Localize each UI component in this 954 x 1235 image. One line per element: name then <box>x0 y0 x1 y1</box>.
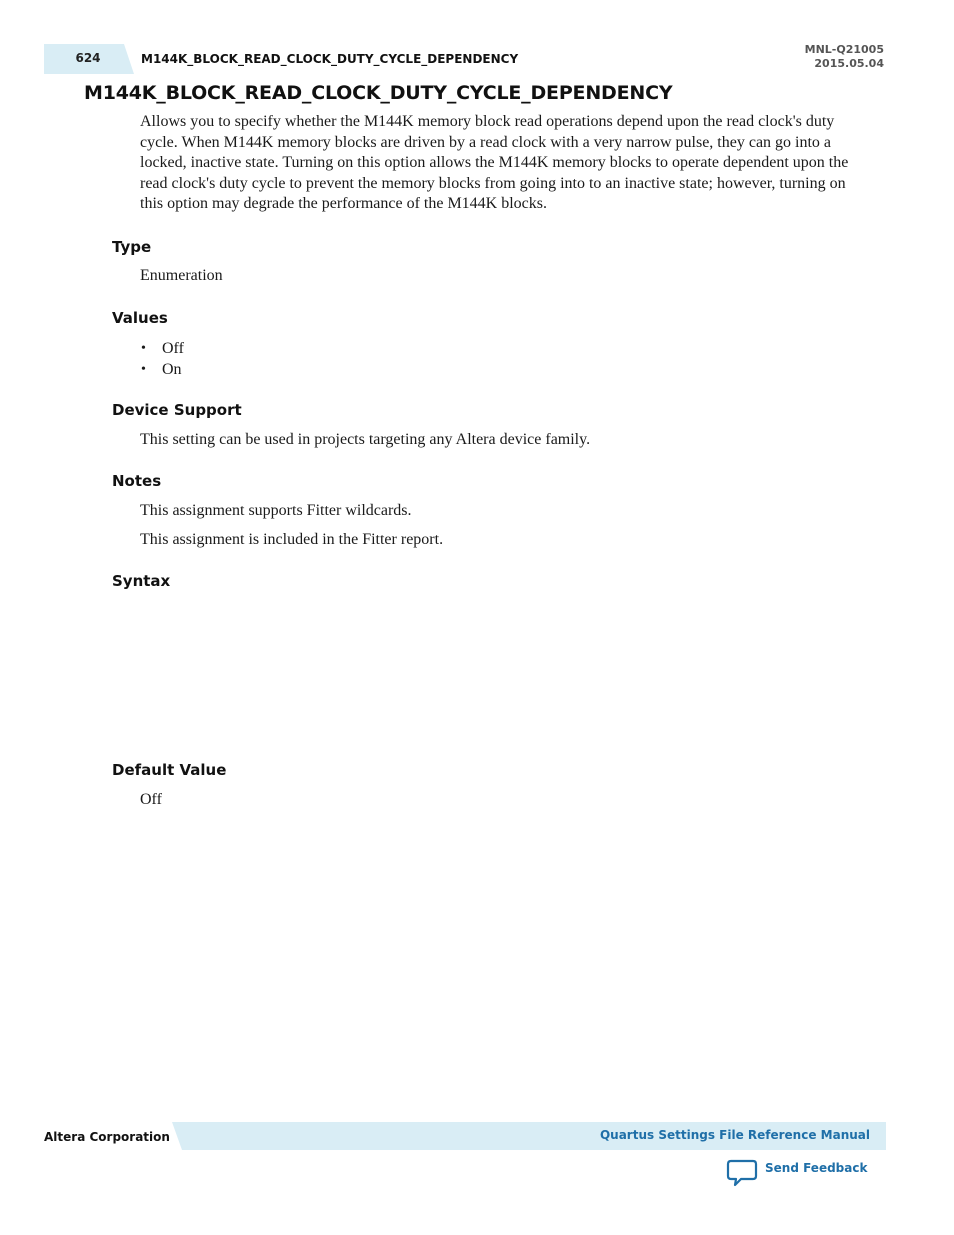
syntax-heading: Syntax <box>112 572 171 590</box>
page-number-tab <box>44 44 134 74</box>
speech-bubble-icon <box>726 1158 758 1188</box>
running-header-title: M144K_BLOCK_READ_CLOCK_DUTY_CYCLE_DEPENDENCY <box>141 52 519 66</box>
values-list <box>140 338 184 380</box>
notes-heading: Notes <box>112 472 162 490</box>
type-heading: Type <box>112 238 152 256</box>
device-support-text: This setting can be used in projects targeting any Altera device family. <box>140 431 591 448</box>
value-option: On <box>162 361 182 378</box>
device-support-heading: Device Support <box>112 401 242 419</box>
note-item: This assignment is included in the Fitter report. <box>140 531 444 548</box>
type-value: Enumeration <box>140 267 223 284</box>
page-title: M144K_BLOCK_READ_CLOCK_DUTY_CYCLE_DEPENDENCY <box>84 82 673 104</box>
note-item: This assignment supports Fitter wildcards. <box>140 502 412 519</box>
document-id: MNL-Q21005 <box>804 43 884 56</box>
footer-manual-title: Quartus Settings File Reference Manual <box>599 1128 870 1142</box>
footer-company: Altera Corporation <box>44 1130 170 1144</box>
footer-band <box>172 1122 886 1150</box>
default-value: Off <box>140 791 162 808</box>
bullet-icon: • <box>141 341 146 356</box>
description-paragraph: Allows you to specify whether the M144K memory block read operations depend upon the read clock's duty cycle. When M144K memory blocks are driven by a read clock with a very narrow pulse, they can go into a locked, inactive state. Turning on this option allows the M144K memory blocks to operate dependent upon the read clock's duty cycle to prevent the memory blocks from going into to an inactive state; however, turning on this option may degrade the performance of the M144K blocks. <box>140 113 849 212</box>
bullet-icon: • <box>141 362 146 377</box>
value-option: Off <box>162 340 184 357</box>
default-value-heading: Default Value <box>112 761 227 779</box>
list-item <box>140 359 184 380</box>
send-feedback-link[interactable] <box>726 1158 867 1188</box>
list-item <box>140 338 184 359</box>
document-date: 2015.05.04 <box>814 57 884 70</box>
send-feedback-label: Send Feedback <box>765 1161 868 1175</box>
page-number: 624 <box>75 51 101 65</box>
document-meta <box>805 43 884 71</box>
values-heading: Values <box>112 309 168 327</box>
